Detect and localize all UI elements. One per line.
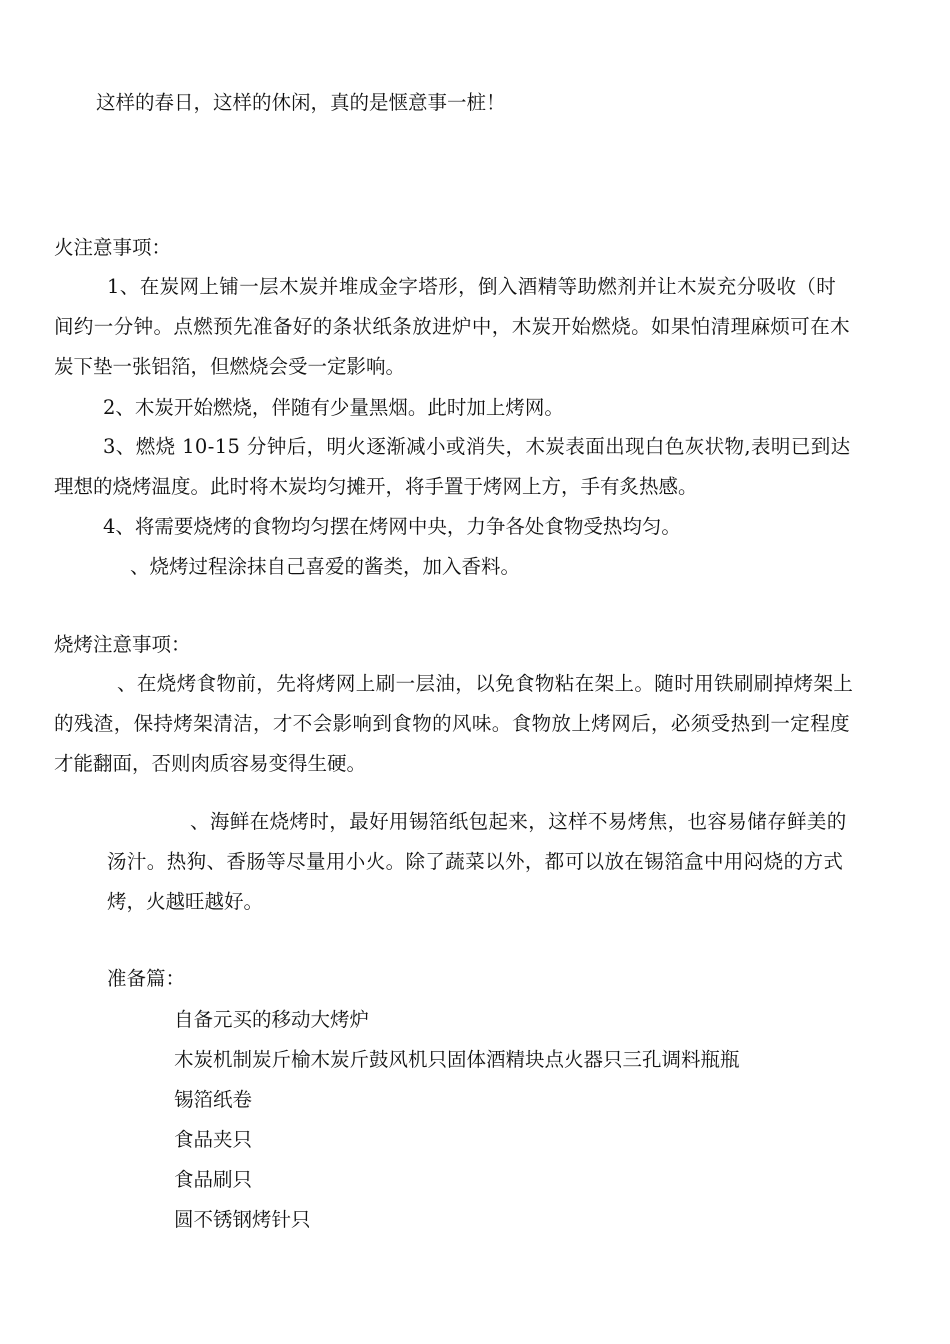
bbq-notes-heading: 烧烤注意事项： bbox=[54, 633, 191, 656]
bbq-para1-line1: 、在烧烤食物前，先将烤网上刷一层油，以免食物粘在架上。随时用铁刷刷掉烤架上 bbox=[117, 672, 854, 695]
bbq-para1-line2: 的残渣，保持烤架清洁，才不会影响到食物的风味。食物放上烤网后，必须受热到一定程度 bbox=[54, 712, 851, 735]
bbq-para2-line3: 烤，火越旺越好。 bbox=[107, 890, 264, 913]
fire-step5: 、烧烤过程涂抹自己喜爱的酱类，加入香料。 bbox=[130, 555, 521, 578]
fire-step4: 4、将需要烧烤的食物均匀摆在烤网中央，力争各处食物受热均匀。 bbox=[103, 515, 681, 538]
fire-step1-line2: 间约一分钟。点燃预先准备好的条状纸条放进炉中，木炭开始燃烧。如果怕清理麻烦可在木 bbox=[54, 315, 851, 338]
prep-item: 食品刷只 bbox=[174, 1168, 253, 1191]
prep-heading: 准备篇： bbox=[107, 967, 186, 990]
bbq-para2-line1: 、海鲜在烧烤时，最好用锡箔纸包起来，这样不易烤焦，也容易储存鲜美的 bbox=[190, 810, 847, 833]
fire-step2: 2、木炭开始燃烧，伴随有少量黑烟。此时加上烤网。 bbox=[103, 396, 564, 419]
fire-step1-line1: 1、在炭网上铺一层木炭并堆成金字塔形，倒入酒精等助燃剂并让木炭充分吸收（时 bbox=[107, 275, 837, 298]
prep-item: 锡箔纸卷 bbox=[174, 1088, 253, 1111]
prep-item: 木炭机制炭斤榆木炭斤鼓风机只固体酒精块点火器只三孔调料瓶瓶 bbox=[174, 1048, 740, 1071]
fire-step3-line1: 3、燃烧 10-15 分钟后，明火逐渐减小或消失，木炭表面出现白色灰状物,表明已到达 bbox=[103, 435, 851, 458]
bbq-para2-line2: 汤汁。热狗、香肠等尽量用小火。除了蔬菜以外，都可以放在锡箔盒中用闷烧的方式 bbox=[107, 850, 844, 873]
prep-item: 圆不锈钢烤针只 bbox=[174, 1208, 311, 1231]
fire-notes-heading: 火注意事项： bbox=[54, 236, 172, 259]
intro-closing-line: 这样的春日，这样的休闲，真的是惬意事一桩！ bbox=[96, 91, 506, 114]
fire-step3-line2: 理想的烧烤温度。此时将木炭均匀摊开，将手置于烤网上方，手有炙热感。 bbox=[54, 475, 698, 498]
prep-item: 食品夹只 bbox=[174, 1128, 253, 1151]
prep-item: 自备元买的移动大烤炉 bbox=[174, 1008, 370, 1031]
bbq-para1-line3: 才能翻面，否则肉质容易变得生硬。 bbox=[54, 752, 367, 775]
fire-step1-line3: 炭下垫一张铝箔，但燃烧会受一定影响。 bbox=[54, 355, 406, 378]
